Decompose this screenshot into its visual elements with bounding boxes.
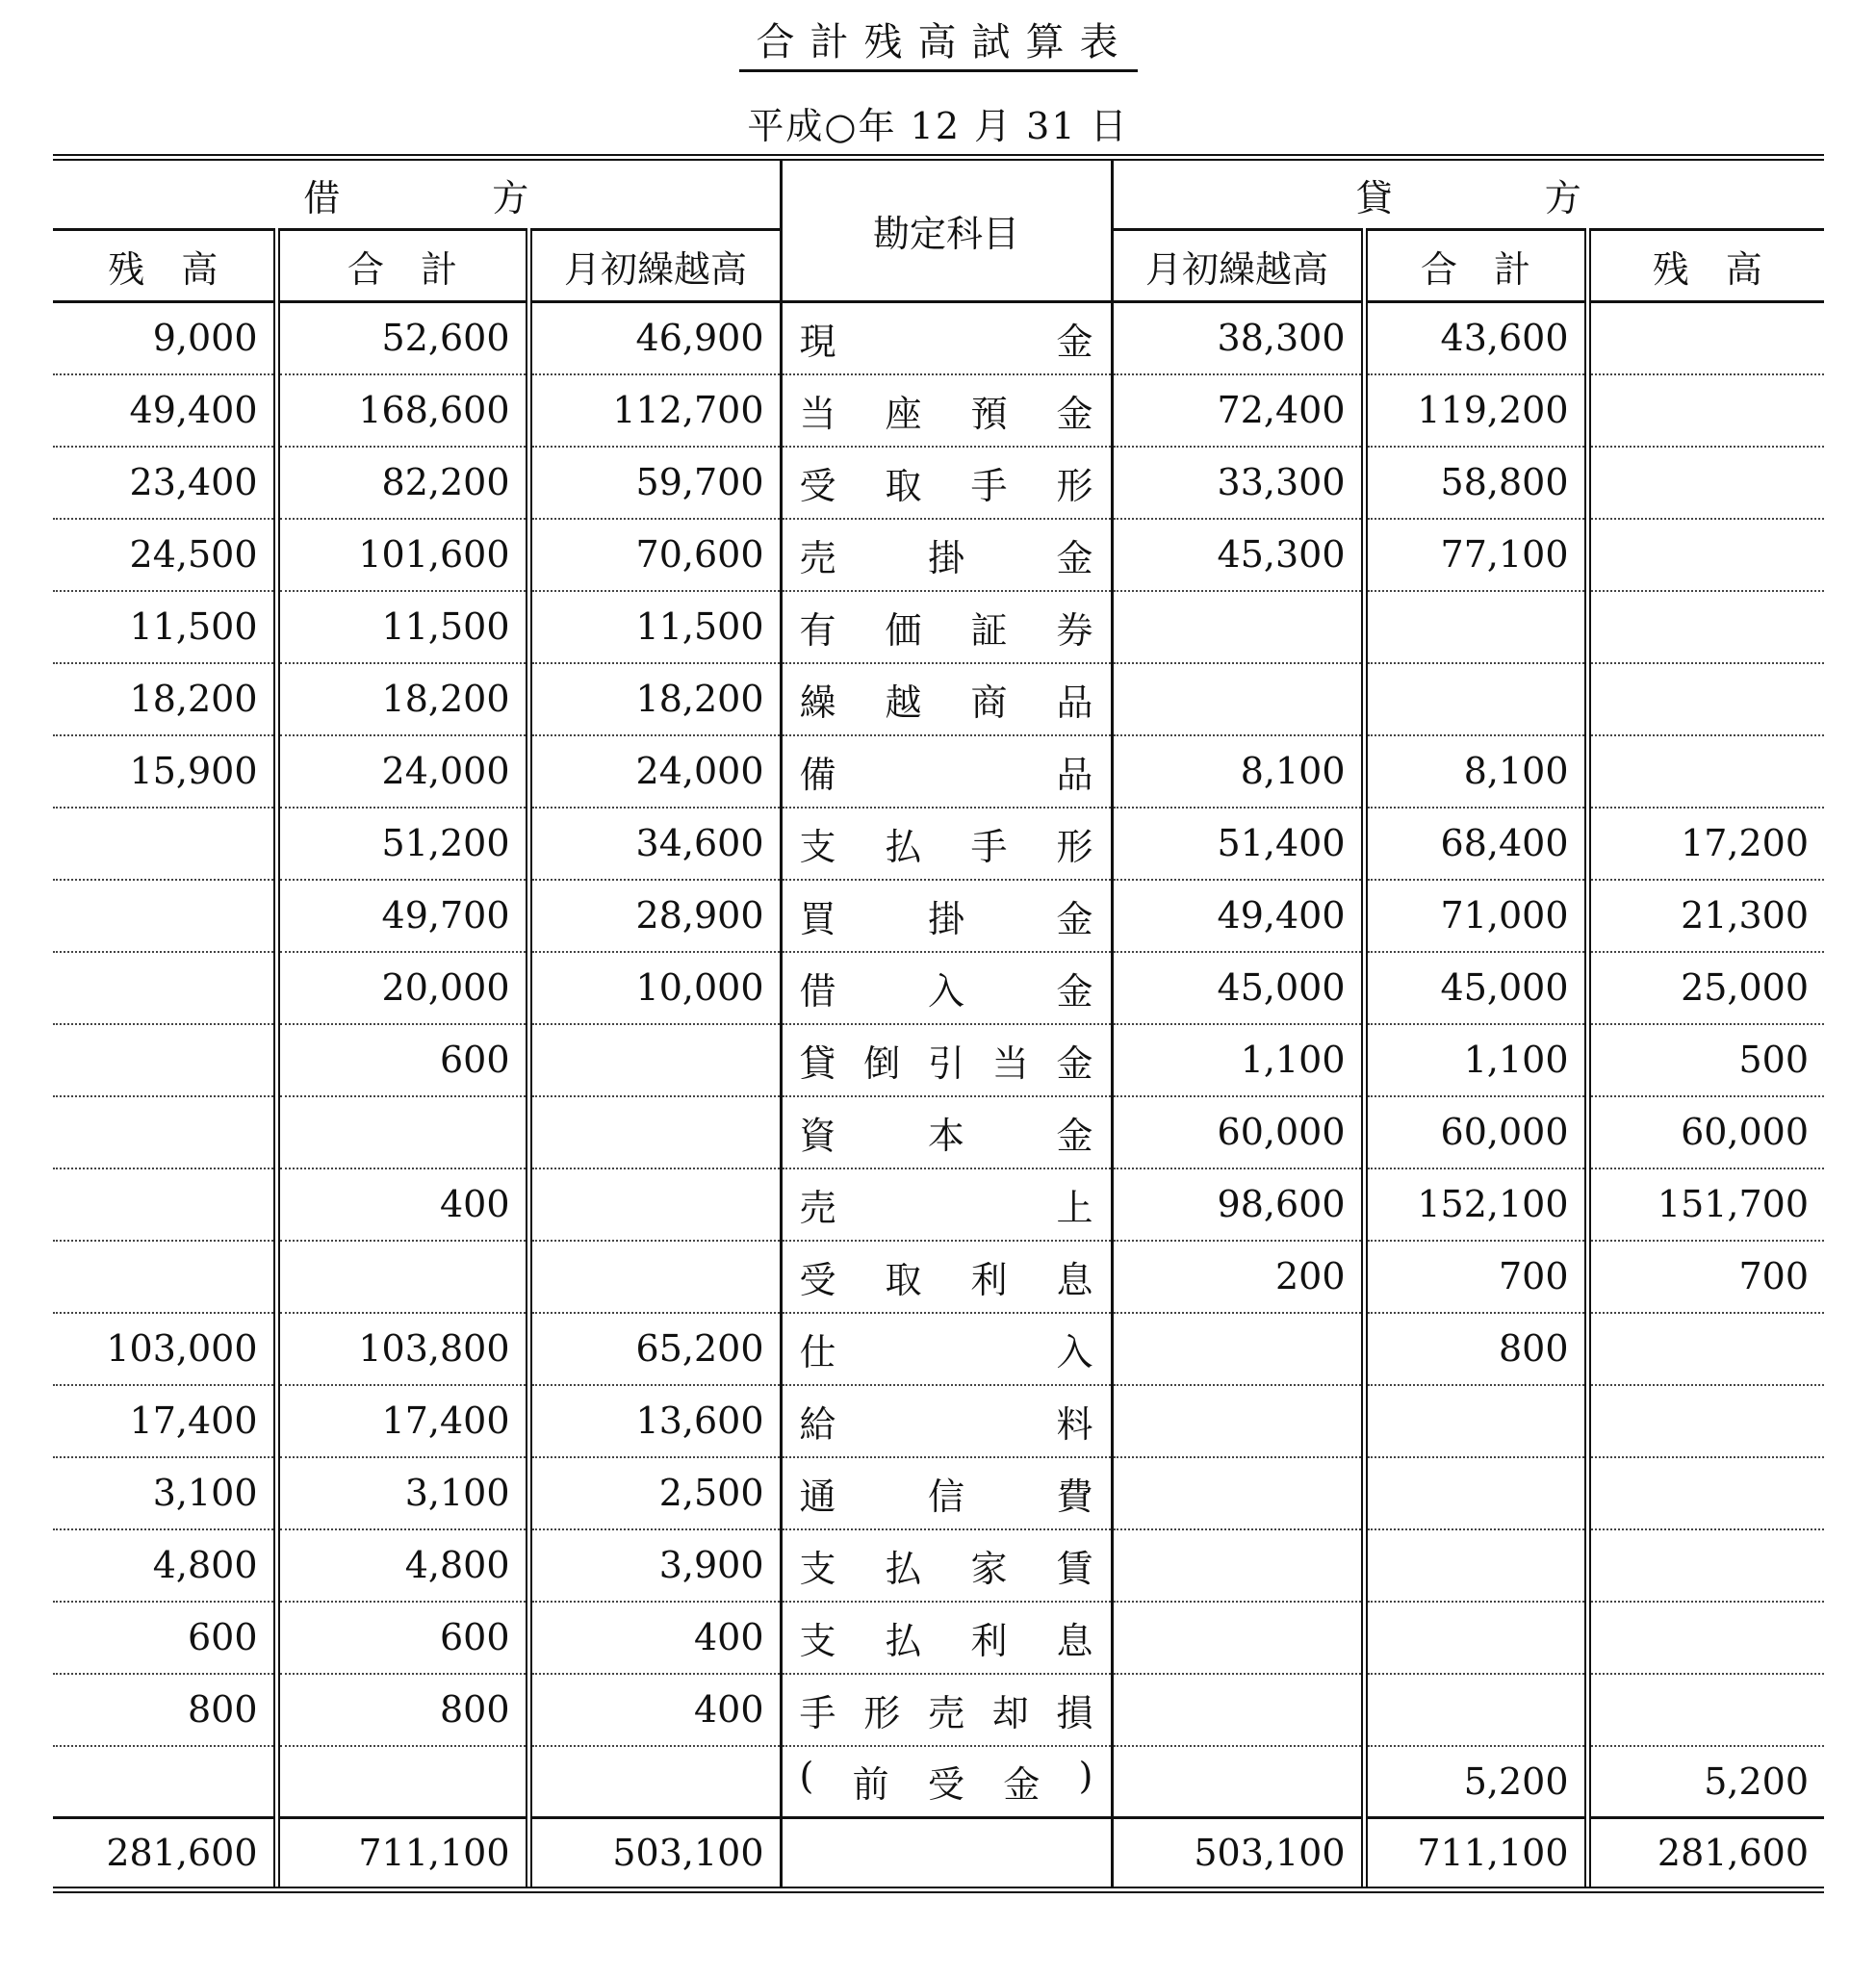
account-name: 手 形 売 却 損 bbox=[799, 1691, 1093, 1734]
credit-opening-cell bbox=[1112, 1313, 1364, 1385]
account-name: 売 上 bbox=[799, 1186, 1093, 1229]
debit-opening-cell: 34,600 bbox=[528, 808, 781, 880]
debit-balance-cell bbox=[53, 1096, 276, 1168]
credit-total-cell bbox=[1364, 663, 1587, 735]
debit-balance-cell: 11,500 bbox=[53, 591, 276, 663]
table-row bbox=[53, 1241, 1824, 1313]
credit-opening-cell: 8,100 bbox=[1112, 735, 1364, 808]
credit-opening-cell: 200 bbox=[1112, 1241, 1364, 1313]
credit-balance-cell bbox=[1587, 735, 1824, 808]
account-name-cell bbox=[781, 880, 1112, 952]
table-row bbox=[53, 1602, 1824, 1674]
debit-opening-cell: 65,200 bbox=[528, 1313, 781, 1385]
debit-opening-cell: 11,500 bbox=[528, 591, 781, 663]
table-row bbox=[53, 1457, 1824, 1529]
credit-total-cell: 58,800 bbox=[1364, 447, 1587, 519]
table-row bbox=[53, 808, 1824, 880]
statement-date: 平成○年 12 月 31 日 bbox=[747, 105, 1129, 147]
debit-total-cell: 52,600 bbox=[276, 302, 528, 374]
total-debit-total-cell: 711,100 bbox=[276, 1818, 528, 1890]
account-name-cell bbox=[781, 1529, 1112, 1602]
credit-total-cell: 119,200 bbox=[1364, 374, 1587, 447]
credit-balance-cell: 700 bbox=[1587, 1241, 1824, 1313]
debit-total-cell: 82,200 bbox=[276, 447, 528, 519]
credit-total-cell bbox=[1364, 1529, 1587, 1602]
credit-balance-cell bbox=[1587, 447, 1824, 519]
credit-opening-cell: 98,600 bbox=[1112, 1168, 1364, 1241]
account-name: 借 入 金 bbox=[799, 969, 1093, 1013]
credit-balance-cell: 21,300 bbox=[1587, 880, 1824, 952]
total-credit-total-cell: 711,100 bbox=[1364, 1818, 1587, 1890]
credit-total-cell: 77,100 bbox=[1364, 519, 1587, 591]
account-name: 通 信 費 bbox=[799, 1475, 1093, 1518]
account-name-cell bbox=[781, 1746, 1112, 1818]
debit-opening-cell: 2,500 bbox=[528, 1457, 781, 1529]
account-name: 現 金 bbox=[799, 320, 1093, 363]
credit-balance-cell bbox=[1587, 519, 1824, 591]
credit-balance-cell bbox=[1587, 1529, 1824, 1602]
account-name-cell bbox=[781, 1313, 1112, 1385]
credit-total-cell: 8,100 bbox=[1364, 735, 1587, 808]
credit-total-cell: 700 bbox=[1364, 1241, 1587, 1313]
debit-opening-cell bbox=[528, 1168, 781, 1241]
account-name: 買 掛 金 bbox=[799, 897, 1093, 940]
credit-opening-header: 月初繰越高 bbox=[1112, 230, 1364, 302]
debit-opening-cell: 13,600 bbox=[528, 1385, 781, 1457]
account-name: 仕 入 bbox=[799, 1330, 1093, 1374]
table-row bbox=[53, 1096, 1824, 1168]
debit-balance-cell: 15,900 bbox=[53, 735, 276, 808]
account-name-cell bbox=[781, 1024, 1112, 1096]
account-name-cell bbox=[781, 808, 1112, 880]
table-row bbox=[53, 663, 1824, 735]
account-name-cell bbox=[781, 663, 1112, 735]
credit-opening-cell: 38,300 bbox=[1112, 302, 1364, 374]
credit-balance-header: 残 高 bbox=[1587, 230, 1824, 302]
debit-total-cell: 18,200 bbox=[276, 663, 528, 735]
account-name-cell bbox=[781, 447, 1112, 519]
table-row bbox=[53, 591, 1824, 663]
account-name-cell bbox=[781, 1241, 1112, 1313]
credit-total-cell bbox=[1364, 1674, 1587, 1746]
header-row-1 bbox=[53, 158, 1824, 230]
account-name-cell bbox=[781, 1385, 1112, 1457]
debit-total-cell: 600 bbox=[276, 1602, 528, 1674]
debit-total-cell: 11,500 bbox=[276, 591, 528, 663]
table-row bbox=[53, 1313, 1824, 1385]
credit-opening-cell: 72,400 bbox=[1112, 374, 1364, 447]
credit-opening-cell bbox=[1112, 1457, 1364, 1529]
account-name-cell bbox=[781, 1168, 1112, 1241]
credit-total-header: 合 計 bbox=[1364, 230, 1587, 302]
debit-opening-cell: 10,000 bbox=[528, 952, 781, 1024]
table-row bbox=[53, 735, 1824, 808]
credit-balance-cell: 500 bbox=[1587, 1024, 1824, 1096]
debit-opening-cell: 18,200 bbox=[528, 663, 781, 735]
debit-total-cell: 20,000 bbox=[276, 952, 528, 1024]
totals-row bbox=[53, 1818, 1824, 1890]
credit-total-cell: 43,600 bbox=[1364, 302, 1587, 374]
debit-total-cell: 17,400 bbox=[276, 1385, 528, 1457]
credit-opening-cell bbox=[1112, 1602, 1364, 1674]
debit-opening-header: 月初繰越高 bbox=[528, 230, 781, 302]
debit-balance-cell bbox=[53, 1168, 276, 1241]
debit-balance-cell: 17,400 bbox=[53, 1385, 276, 1457]
credit-total-cell: 1,100 bbox=[1364, 1024, 1587, 1096]
total-debit-opening-cell: 503,100 bbox=[528, 1818, 781, 1890]
debit-balance-cell: 3,100 bbox=[53, 1457, 276, 1529]
account-name: 貸 倒 引 当 金 bbox=[799, 1041, 1093, 1085]
total-account-name-cell bbox=[781, 1818, 1112, 1890]
total-debit-balance-cell: 281,600 bbox=[53, 1818, 276, 1890]
credit-balance-cell: 17,200 bbox=[1587, 808, 1824, 880]
debit-opening-cell bbox=[528, 1241, 781, 1313]
credit-opening-cell: 33,300 bbox=[1112, 447, 1364, 519]
debit-total-cell: 800 bbox=[276, 1674, 528, 1746]
credit-balance-cell: 60,000 bbox=[1587, 1096, 1824, 1168]
account-name-cell bbox=[781, 374, 1112, 447]
account-name: 備 品 bbox=[799, 753, 1093, 796]
account-name-cell bbox=[781, 1457, 1112, 1529]
credit-header: 貸 方 bbox=[1112, 158, 1824, 230]
credit-balance-cell bbox=[1587, 663, 1824, 735]
account-name: 支 払 家 賃 bbox=[799, 1547, 1093, 1590]
credit-total-cell bbox=[1364, 591, 1587, 663]
account-name: 受 取 手 形 bbox=[799, 464, 1093, 507]
credit-opening-cell: 45,000 bbox=[1112, 952, 1364, 1024]
credit-opening-cell bbox=[1112, 663, 1364, 735]
table-row bbox=[53, 952, 1824, 1024]
debit-opening-cell: 112,700 bbox=[528, 374, 781, 447]
debit-balance-cell bbox=[53, 1241, 276, 1313]
account-name: 売 掛 金 bbox=[799, 536, 1093, 579]
debit-balance-cell bbox=[53, 1024, 276, 1096]
debit-balance-header: 残 高 bbox=[53, 230, 276, 302]
credit-opening-cell: 49,400 bbox=[1112, 880, 1364, 952]
debit-balance-cell bbox=[53, 808, 276, 880]
debit-balance-cell: 600 bbox=[53, 1602, 276, 1674]
credit-balance-cell bbox=[1587, 1457, 1824, 1529]
debit-opening-cell bbox=[528, 1096, 781, 1168]
debit-balance-cell: 24,500 bbox=[53, 519, 276, 591]
credit-opening-cell bbox=[1112, 591, 1364, 663]
account-name: 支 払 利 息 bbox=[799, 1619, 1093, 1662]
debit-total-cell bbox=[276, 1746, 528, 1818]
account-name-cell bbox=[781, 519, 1112, 591]
credit-total-cell: 152,100 bbox=[1364, 1168, 1587, 1241]
debit-total-cell: 101,600 bbox=[276, 519, 528, 591]
debit-opening-cell: 59,700 bbox=[528, 447, 781, 519]
credit-balance-cell: 25,000 bbox=[1587, 952, 1824, 1024]
account-name: ( 前 受 金 ) bbox=[799, 1755, 1093, 1807]
debit-total-cell: 103,800 bbox=[276, 1313, 528, 1385]
debit-total-cell: 51,200 bbox=[276, 808, 528, 880]
account-name-cell bbox=[781, 735, 1112, 808]
debit-opening-cell: 400 bbox=[528, 1674, 781, 1746]
credit-opening-cell bbox=[1112, 1529, 1364, 1602]
table-row bbox=[53, 1024, 1824, 1096]
credit-total-cell bbox=[1364, 1457, 1587, 1529]
table-row bbox=[53, 1529, 1824, 1602]
credit-balance-cell bbox=[1587, 374, 1824, 447]
debit-opening-cell: 70,600 bbox=[528, 519, 781, 591]
debit-total-cell: 4,800 bbox=[276, 1529, 528, 1602]
credit-total-cell bbox=[1364, 1602, 1587, 1674]
account-header: 勘定科目 bbox=[781, 158, 1112, 302]
credit-opening-cell: 1,100 bbox=[1112, 1024, 1364, 1096]
table-row bbox=[53, 880, 1824, 952]
credit-balance-cell bbox=[1587, 302, 1824, 374]
debit-balance-cell: 103,000 bbox=[53, 1313, 276, 1385]
credit-balance-cell bbox=[1587, 1602, 1824, 1674]
table-row bbox=[53, 1746, 1824, 1818]
table-row bbox=[53, 374, 1824, 447]
credit-balance-cell: 151,700 bbox=[1587, 1168, 1824, 1241]
credit-total-cell: 68,400 bbox=[1364, 808, 1587, 880]
account-name-cell bbox=[781, 1096, 1112, 1168]
credit-balance-cell bbox=[1587, 1313, 1824, 1385]
debit-opening-cell: 24,000 bbox=[528, 735, 781, 808]
account-name: 給 料 bbox=[799, 1402, 1093, 1446]
account-name: 受 取 利 息 bbox=[799, 1258, 1093, 1301]
credit-total-cell: 800 bbox=[1364, 1313, 1587, 1385]
debit-opening-cell: 28,900 bbox=[528, 880, 781, 952]
credit-opening-cell: 51,400 bbox=[1112, 808, 1364, 880]
account-name-cell bbox=[781, 952, 1112, 1024]
table-row bbox=[53, 1385, 1824, 1457]
credit-opening-cell: 45,300 bbox=[1112, 519, 1364, 591]
credit-total-cell bbox=[1364, 1385, 1587, 1457]
table-row bbox=[53, 302, 1824, 374]
debit-opening-cell bbox=[528, 1746, 781, 1818]
debit-total-cell bbox=[276, 1241, 528, 1313]
credit-total-cell: 60,000 bbox=[1364, 1096, 1587, 1168]
account-name-cell bbox=[781, 1602, 1112, 1674]
debit-balance-cell bbox=[53, 1746, 276, 1818]
table-row bbox=[53, 1168, 1824, 1241]
debit-total-cell bbox=[276, 1096, 528, 1168]
debit-balance-cell bbox=[53, 880, 276, 952]
table-row bbox=[53, 1674, 1824, 1746]
credit-total-cell: 5,200 bbox=[1364, 1746, 1587, 1818]
account-name-cell bbox=[781, 1674, 1112, 1746]
credit-opening-cell bbox=[1112, 1746, 1364, 1818]
debit-opening-cell: 400 bbox=[528, 1602, 781, 1674]
debit-balance-cell bbox=[53, 952, 276, 1024]
account-name: 有 価 証 券 bbox=[799, 608, 1093, 652]
credit-balance-cell: 5,200 bbox=[1587, 1746, 1824, 1818]
table-row bbox=[53, 519, 1824, 591]
account-name: 繰 越 商 品 bbox=[799, 680, 1093, 724]
debit-balance-cell: 9,000 bbox=[53, 302, 276, 374]
trial-balance-table bbox=[53, 154, 1824, 1893]
debit-total-cell: 49,700 bbox=[276, 880, 528, 952]
debit-total-cell: 600 bbox=[276, 1024, 528, 1096]
debit-balance-cell: 49,400 bbox=[53, 374, 276, 447]
account-name-cell bbox=[781, 591, 1112, 663]
debit-balance-cell: 23,400 bbox=[53, 447, 276, 519]
credit-opening-cell bbox=[1112, 1385, 1364, 1457]
debit-total-cell: 400 bbox=[276, 1168, 528, 1241]
total-credit-balance-cell: 281,600 bbox=[1587, 1818, 1824, 1890]
page-title: 合計残高試算表 bbox=[0, 21, 1876, 72]
debit-total-cell: 3,100 bbox=[276, 1457, 528, 1529]
debit-header: 借 方 bbox=[53, 158, 781, 230]
credit-opening-cell bbox=[1112, 1674, 1364, 1746]
credit-balance-cell bbox=[1587, 591, 1824, 663]
debit-balance-cell: 4,800 bbox=[53, 1529, 276, 1602]
credit-balance-cell bbox=[1587, 1674, 1824, 1746]
credit-balance-cell bbox=[1587, 1385, 1824, 1457]
total-credit-opening-cell: 503,100 bbox=[1112, 1818, 1364, 1890]
account-name: 資 本 金 bbox=[799, 1114, 1093, 1157]
debit-balance-cell: 800 bbox=[53, 1674, 276, 1746]
debit-total-header: 合 計 bbox=[276, 230, 528, 302]
debit-opening-cell: 3,900 bbox=[528, 1529, 781, 1602]
credit-opening-cell: 60,000 bbox=[1112, 1096, 1364, 1168]
credit-total-cell: 71,000 bbox=[1364, 880, 1587, 952]
account-name: 当 座 預 金 bbox=[799, 392, 1093, 435]
debit-balance-cell: 18,200 bbox=[53, 663, 276, 735]
credit-total-cell: 45,000 bbox=[1364, 952, 1587, 1024]
account-name: 支 払 手 形 bbox=[799, 825, 1093, 868]
account-name-cell bbox=[781, 302, 1112, 374]
debit-total-cell: 24,000 bbox=[276, 735, 528, 808]
debit-opening-cell bbox=[528, 1024, 781, 1096]
debit-total-cell: 168,600 bbox=[276, 374, 528, 447]
table-row bbox=[53, 447, 1824, 519]
debit-opening-cell: 46,900 bbox=[528, 302, 781, 374]
